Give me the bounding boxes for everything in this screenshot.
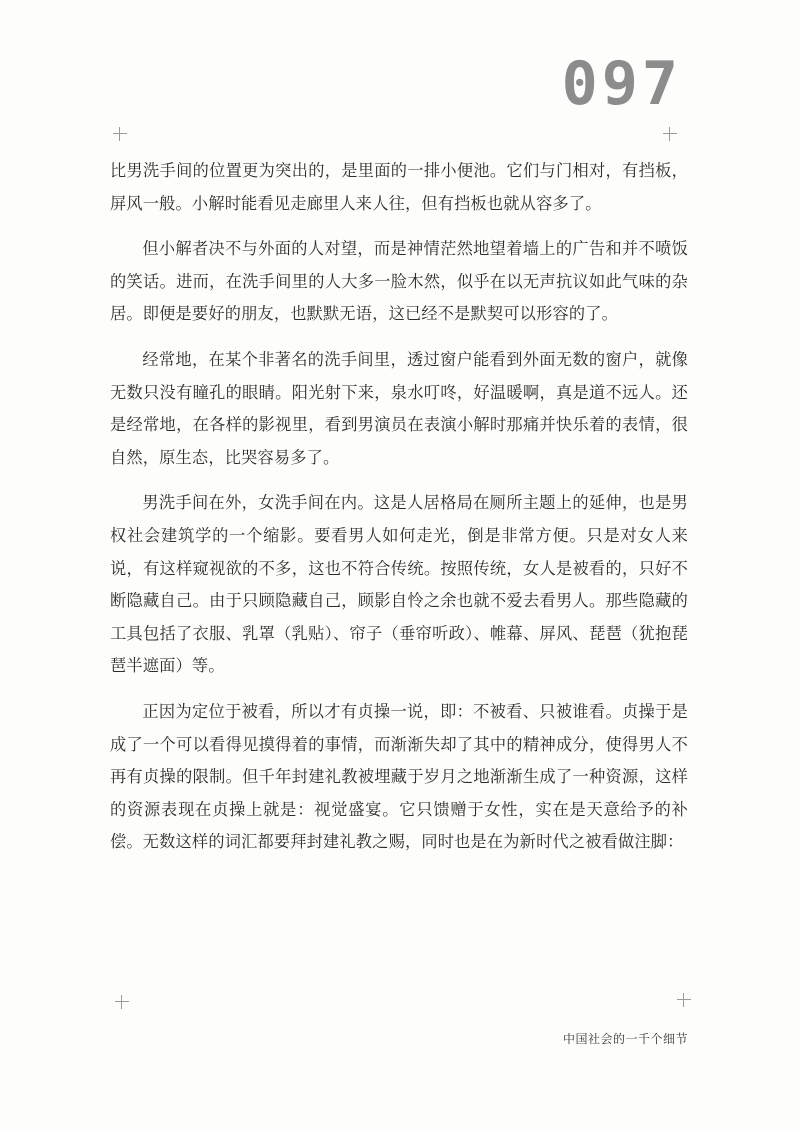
paragraph: 男洗手间在外，女洗手间在内。这是人居格局在厕所主题上的延伸，也是男权社会建筑学的一个缩影。要看男人如何走光，倒是非常方便。只是对女人来说，有这样窥视欲的不多，这也不符合传统。按照传统，女人是被看的，只好不断隐藏自己。由于只顾隐藏自己，顾影自怜之余也就不爱去看男人。那些隐藏的工具包括了衣服、乳罩（乳贴）、帘子（垂帘听政）、帷幕、屏风、琵琶（犹抱琵琶半遮面）等。	[110, 493, 688, 676]
paragraph: 经常地，在某个非著名的洗手间里，透过窗户能看到外面无数的窗户，就像无数只没有瞳孔的眼睛。阳光射下来，泉水叮咚，好温暖啊，真是道不远人。还是经常地，在各样的影视里，看到男演员在表演小解时那痛并快乐着的表情，很自然，原生态，比哭容易多了。	[110, 349, 688, 467]
paragraph: 比男洗手间的位置更为突出的，是里面的一排小便池。它们与门相对，有挡板，屏风一般。小解时能看见走廊里人来人往，但有挡板也就从容多了。	[110, 161, 688, 213]
crop-mark-bottom-left	[115, 995, 129, 1009]
crop-mark-top-left	[113, 127, 127, 141]
crop-mark-bottom-right	[677, 993, 691, 1007]
paragraph: 正因为定位于被看，所以才有贞操一说，即：不被看、只被谁看。贞操于是成了一个可以看得见摸得着的事情，而渐渐失却了其中的精神成分，使得男人不再有贞操的限制。但千年封建礼教被埋藏于岁月之地渐渐生成了一种资源，这样的资源表现在贞操上就是：视觉盛宴。它只馈赠于女性，实在是天意给予的补偿。无数这样的词汇都要拜封建礼教之赐，同时也是在为新时代之被看做注脚：	[110, 701, 688, 852]
page-number: 097	[561, 49, 682, 119]
paragraph: 但小解者决不与外面的人对望，而是神情茫然地望着墙上的广告和并不喷饭的笑话。进而，在洗手间里的人大多一脸木然，似乎在以无声抗议如此气味的杂居。即便是要好的朋友，也默默无语，这已经不是默契可以形容的了。	[110, 239, 688, 324]
crop-mark-top-right	[663, 127, 677, 141]
body-text	[110, 155, 688, 859]
running-footer: 中国社会的一千个细节	[563, 1032, 689, 1046]
